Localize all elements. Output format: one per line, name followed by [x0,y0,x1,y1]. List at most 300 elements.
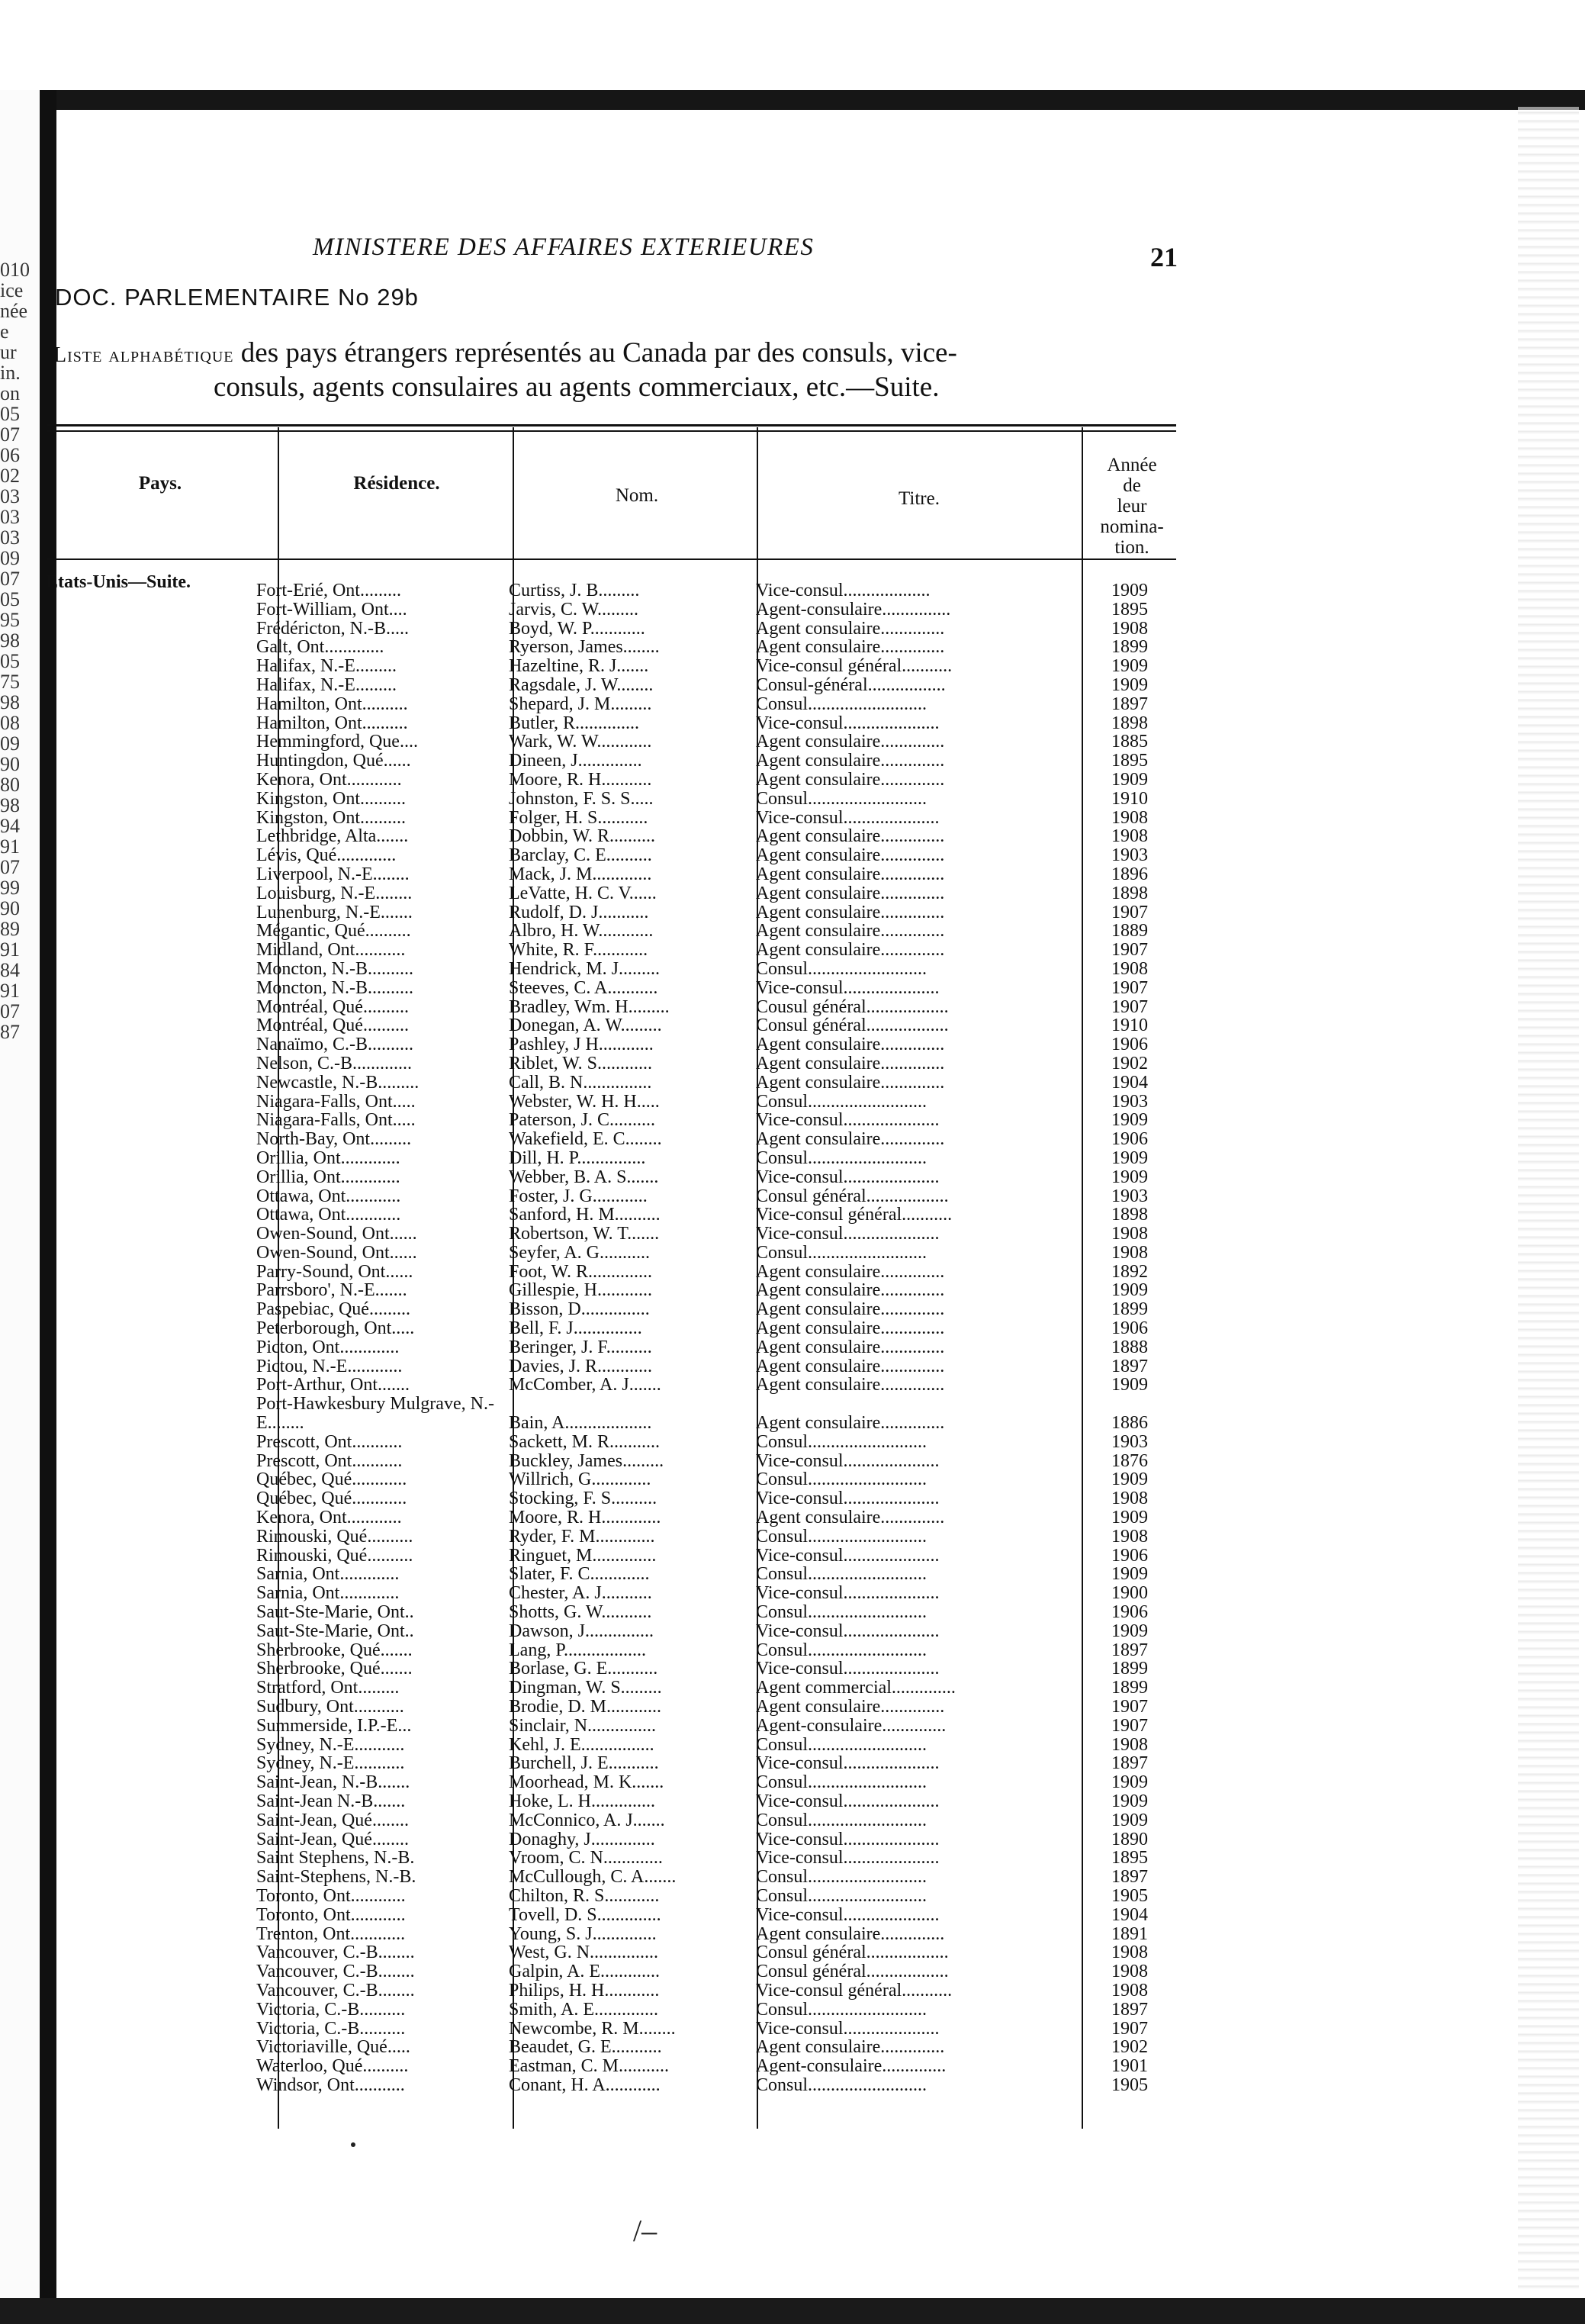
year-cell: 1909 [1111,770,1148,789]
residence-cell: Saut-Ste-Marie, Ont.. [256,1603,414,1622]
table-row [256,1754,1172,1773]
title-cell: Vice-consul..................... [756,1792,940,1811]
adjacent-page-fragments [0,259,38,1042]
title-cell: Agent-consulaire............... [756,600,951,619]
title-cell: Agent consulaire.............. [756,1319,945,1338]
fragment-line: 87 [0,1022,20,1042]
year-cell: 1897 [1111,1754,1148,1773]
scan-edge-bottom [0,2298,1585,2324]
year-cell: 1906 [1111,1130,1148,1149]
year-cell: 1908 [1111,827,1148,846]
name-cell: White, R. F............ [509,941,648,960]
table-row [256,1263,1172,1282]
name-cell: Tovell, D. S.............. [509,1905,661,1924]
residence-cell: Sherbrooke, Qué....... [256,1659,413,1679]
name-cell: Beringer, J. F.......... [509,1337,652,1357]
fragment-line: 91 [0,939,20,960]
fragment-line: 99 [0,877,20,898]
ink-speck [351,2142,355,2147]
fragment-line: 09 [0,733,20,754]
title-cell: Agent-consulaire.............. [756,2057,947,2076]
fragment-line: 91 [0,836,20,857]
name-cell: Dineen, J.............. [509,752,642,771]
title-cell: Consul.......................... [756,2000,928,2019]
residence-cell: Halifax, N.-E......... [256,675,397,694]
residence-cell: Paspebiac, Qué......... [256,1300,410,1319]
residence-cell: Sydney, N.-E........... [256,1735,405,1754]
name-cell: Dawson, J............... [509,1621,654,1640]
title-cell: Vice-consul..................... [756,808,940,827]
residence-cell: Kingston, Ont.......... [256,808,407,827]
residence-cell: Galt, Ont............. [256,638,384,657]
title-cell: Agent consulaire.............. [756,1073,945,1092]
table-row [256,1981,1172,2001]
year-cell: 1904 [1111,1073,1148,1092]
title-line-2: consuls, agents consulaires au agents commerciaux, etc.—Suite. [214,372,940,403]
col-header-residence: Résidence. [353,473,440,494]
table-row [256,714,1172,733]
residence-cell: Montréal, Qué.......... [256,1016,409,1035]
year-cell: 1910 [1111,789,1148,808]
residence-cell: Saint-Jean, Qué........ [256,1830,409,1849]
name-cell: Ryerson, James........ [509,638,660,657]
table-row [256,960,1172,979]
table-row [256,1168,1172,1187]
fragment-line: 98 [0,795,20,816]
name-cell: Sanford, H. M.......... [509,1205,661,1225]
residence-cell: Prescott, Ont........... [256,1451,403,1470]
fragment-line: 94 [0,816,20,836]
title-cell: Consul.......................... [756,1092,928,1111]
fragment-line: 89 [0,919,20,939]
table-row [256,998,1172,1017]
year-cell: 1903 [1111,1092,1148,1111]
title-cell: Vice-consul..................... [756,1167,940,1186]
residence-cell: Nanaïmo, C.-B.......... [256,1035,413,1054]
title-cell: Agent consulaire.............. [756,1337,945,1357]
fragment-line: 07 [0,568,20,589]
table-row [256,1659,1172,1679]
year-cell: 1888 [1111,1337,1148,1357]
year-cell: 1897 [1111,1640,1148,1659]
residence-cell: Waterloo, Qué.......... [256,2057,409,2076]
title-cell: Vice-consul..................... [756,978,940,997]
table-row [256,1547,1172,1566]
table-row [256,1773,1172,1792]
residence-cell: Moncton, N.-B.......... [256,959,413,978]
title-cell: Agent consulaire.............. [756,1035,945,1054]
scan-edge-top [0,90,1585,110]
residence-cell: Stratford, Ont......... [256,1679,400,1698]
table-row [256,827,1172,846]
table-row [256,1319,1172,1338]
table-row [256,1887,1172,1906]
title-cell: Consul.......................... [756,1868,928,1887]
name-cell: West, G. N............... [509,1943,659,1962]
title-cell: Agent consulaire.............. [756,1262,945,1281]
fragment-line: e [0,321,9,342]
name-cell: Buckley, James......... [509,1451,664,1470]
title-cell: Agent consulaire.............. [756,1508,945,1527]
residence-cell: Sudbury, Ont........... [256,1698,404,1717]
year-cell: 1908 [1111,959,1148,978]
year-cell: 1895 [1111,1849,1148,1868]
table-row [256,941,1172,960]
title-cell: Agent commercial.............. [756,1679,956,1698]
name-cell: Galpin, A. E............. [509,1962,660,1981]
table-row [256,1187,1172,1206]
year-cell: 1909 [1111,1792,1148,1811]
table-row [256,846,1172,865]
table-row [256,1376,1172,1395]
table-row [256,1641,1172,1660]
year-cell: 1901 [1111,2057,1148,2076]
title-cell: Vice-consul..................... [756,1225,940,1244]
title-cell: Agent consulaire.............. [756,1281,945,1300]
title-cell: Agent consulaire.............. [756,752,945,771]
residence-cell: Liverpool, N.-E........ [256,864,410,884]
name-cell: Slater, F. C............. [509,1565,650,1584]
residence-cell: Toronto, Ont............ [256,1905,406,1924]
table-row [256,1433,1172,1452]
table-top-rule [47,424,1176,426]
table-row [256,1717,1172,1736]
name-cell: Webster, W. H. H..... [509,1092,660,1111]
fragment-line: 08 [0,713,20,733]
title-cell: Vice-consul..................... [756,1111,940,1130]
table-row [256,1565,1172,1584]
title-cell: Consul.......................... [756,789,928,808]
table-row [256,903,1172,922]
table-row [256,1300,1172,1319]
name-cell: Foster, J. G............ [509,1186,648,1205]
residence-cell: Port-Hawkesbury Mulgrave, N.-E........ [256,1395,494,1433]
year-cell: 1899 [1111,1679,1148,1698]
table-row [256,809,1172,828]
title-cell: Vice-consul..................... [756,1659,940,1679]
table-row [256,1489,1172,1508]
year-cell: 1892 [1111,1262,1148,1281]
fragment-line: 03 [0,486,20,507]
name-cell: Paterson, J. C.......... [509,1111,655,1130]
country-label: États-Unis—Suite. [46,572,191,592]
name-cell: Sackett, M. R........... [509,1432,660,1451]
title-cap: Liste alphabétique [53,343,234,367]
pencil-mark: /– [633,2213,657,2248]
table-row [256,1849,1172,1868]
residence-cell: Hemmingford, Que.... [256,732,418,752]
residence-cell: Fort-William, Ont.... [256,600,407,619]
residence-cell: Kenora, Ont............ [256,770,402,789]
name-cell: Hoke, L. H.............. [509,1792,655,1811]
year-cell: 1895 [1111,752,1148,771]
title-cell: Consul.......................... [756,1148,928,1167]
year-cell: 1903 [1111,846,1148,865]
name-cell: Curtiss, J. B......... [509,581,640,600]
year-cell: 1908 [1111,619,1148,638]
residence-cell: Vancouver, C.-B........ [256,1962,415,1981]
table-row [256,1830,1172,1849]
residence-cell: Owen-Sound, Ont...... [256,1225,417,1244]
name-cell: Vroom, C. N............. [509,1849,663,1868]
residence-cell: Vancouver, C.-B........ [256,1943,415,1962]
name-cell: Chilton, R. S............ [509,1886,660,1905]
title-cell: Agent consulaire.............. [756,1376,945,1395]
list-title [53,337,1198,404]
title-cell: Vice-consul..................... [756,1849,940,1868]
name-cell: Beaudet, G. E........... [509,2038,662,2057]
year-cell: 1876 [1111,1451,1148,1470]
residence-cell: Parry-Sound, Ont...... [256,1262,413,1281]
table-row [256,979,1172,998]
title-cell: Consul.......................... [756,694,928,713]
name-cell: Dobbin, W. R.......... [509,827,656,846]
title-cell: Consul.......................... [756,1432,928,1451]
year-cell: 1909 [1111,1811,1148,1830]
name-cell: Bell, F. J............... [509,1319,642,1338]
residence-cell: Saint-Stephens, N.-B. [256,1868,416,1887]
table-row [256,884,1172,903]
table-row [256,1622,1172,1641]
name-cell: Moorhead, M. K....... [509,1773,664,1792]
fragment-line: ice [0,280,24,301]
fragment-line: 95 [0,610,20,630]
year-cell: 1908 [1111,1225,1148,1244]
residence-cell: Orillia, Ont............. [256,1148,400,1167]
year-cell: 1904 [1111,1905,1148,1924]
name-cell: Young, S. J.............. [509,1924,657,1943]
residence-cell: Victoriaville, Qué..... [256,2038,410,2057]
residence-cell: Sarnia, Ont............. [256,1565,400,1584]
name-cell: Davies, J. R............ [509,1357,652,1376]
year-cell: 1909 [1111,1376,1148,1395]
residence-cell: Halifax, N.-E......... [256,657,397,676]
year-cell: 1906 [1111,1035,1148,1054]
title-cell: Agent consulaire.............. [756,864,945,884]
name-cell: Shepard, J. M......... [509,694,652,713]
year-cell: 1907 [1111,997,1148,1016]
fragment-line: 91 [0,980,20,1001]
table-row [256,1016,1172,1035]
residence-cell: Lunenburg, N.-E....... [256,903,413,922]
table-row [256,676,1172,695]
residence-cell: Saint Stephens, N.-B. [256,1849,415,1868]
name-cell: Bisson, D............... [509,1300,650,1319]
year-cell: 1907 [1111,978,1148,997]
fragment-line: 75 [0,671,20,692]
title-cell: Agent consulaire.............. [756,1357,945,1376]
year-cell: 1899 [1111,1659,1148,1679]
year-cell: 1885 [1111,732,1148,752]
residence-cell: Kingston, Ont.......... [256,789,407,808]
name-cell: Riblet, W. S............ [509,1054,653,1073]
title-cell: Agent consulaire.............. [756,619,945,638]
title-cell: Cousul général.................. [756,997,949,1016]
table-row [256,922,1172,941]
scan-edge-right [1518,107,1579,2289]
running-title: MINISTERE DES AFFAIRES EXTERIEURES [313,233,815,261]
name-cell: Barclay, C. E.......... [509,846,652,865]
table-row [256,1452,1172,1471]
year-cell: 1908 [1111,1243,1148,1262]
title-cell: Agent consulaire.............. [756,638,945,657]
table-row [256,1205,1172,1225]
year-cell: 1906 [1111,1319,1148,1338]
table-row [256,657,1172,676]
name-cell: Rudolf, D. J........... [509,903,649,922]
year-cell: 1897 [1111,694,1148,713]
col-header-nom: Nom. [615,485,659,506]
table-row [256,752,1172,771]
name-cell: Bain, A................... [509,1414,652,1433]
residence-cell: Saut-Ste-Marie, Ont.. [256,1621,414,1640]
table-row [256,1149,1172,1168]
fragment-line: 03 [0,507,20,527]
table-row [256,695,1172,714]
residence-cell: Summerside, I.P.-E... [256,1716,412,1735]
table-row [256,2057,1172,2076]
title-cell: Agent consulaire.............. [756,1698,945,1717]
name-cell: Hazeltine, R. J....... [509,657,649,676]
year-cell: 1897 [1111,1357,1148,1376]
title-cell: Vice-consul..................... [756,1830,940,1849]
table-row [256,1698,1172,1717]
title-cell: Vice-consul..................... [756,1621,940,1640]
title-cell: Agent consulaire.............. [756,903,945,922]
table-row [256,1338,1172,1357]
year-cell: 1891 [1111,1924,1148,1943]
title-cell: Consul.......................... [756,1811,928,1830]
year-cell: 1902 [1111,2038,1148,2057]
table-row [256,2020,1172,2039]
name-cell: Wakefield, E. C........ [509,1130,662,1149]
name-cell: Dingman, W. S......... [509,1679,662,1698]
year-cell: 1896 [1111,864,1148,884]
table-row [256,2076,1172,2095]
table-row [256,620,1172,639]
name-cell: Philips, H. H............ [509,1981,660,2000]
fragment-line: née [0,301,28,321]
title-cell: Vice-consul..................... [756,1905,940,1924]
year-cell: 1905 [1111,1886,1148,1905]
residence-cell: Toronto, Ont............ [256,1886,406,1905]
residence-cell: Victoria, C.-B.......... [256,2019,406,2038]
residence-cell: Windsor, Ont........... [256,2075,405,2094]
name-cell: Shotts, G. W........... [509,1603,652,1622]
residence-cell: Hamilton, Ont.......... [256,694,408,713]
residence-cell: Victoria, C.-B.......... [256,2000,406,2019]
table-row [256,1073,1172,1093]
fragment-line: 09 [0,548,20,568]
table-row [256,2001,1172,2020]
title-cell: Vice-consul..................... [756,2019,940,2038]
table-row [256,1868,1172,1887]
title-cell: Consul.......................... [756,1565,928,1584]
table-row [256,1111,1172,1130]
title-cell: Consul.......................... [756,2075,928,2094]
title-cell: Agent consulaire.............. [756,1130,945,1149]
table-row [256,2038,1172,2057]
fragment-line: 05 [0,589,20,610]
name-cell: Moore, R. H............. [509,1508,661,1527]
title-cell: Vice-consul général........... [756,1205,953,1225]
residence-cell: Port-Arthur, Ont....... [256,1376,410,1395]
table-row [256,1470,1172,1489]
residence-cell: Orillia, Ont............. [256,1167,400,1186]
table-row [256,1395,1172,1433]
table-row [256,1584,1172,1603]
title-cell: Agent consulaire.............. [756,941,945,960]
year-cell: 1886 [1111,1414,1148,1433]
name-cell: Mack, J. M............. [509,864,652,884]
table-row [256,1281,1172,1300]
year-cell: 1899 [1111,1300,1148,1319]
fragment-line: 90 [0,898,20,919]
year-cell: 1895 [1111,600,1148,619]
residence-cell: Moncton, N.-B.......... [256,978,413,997]
title-cell: Consul général.................. [756,1943,949,1962]
title-cell: Agent consulaire.............. [756,827,945,846]
table-row [256,1906,1172,1925]
residence-cell: Ottawa, Ont............ [256,1186,401,1205]
name-cell: Hendrick, M. J......... [509,959,660,978]
name-cell: Ringuet, M.............. [509,1546,657,1565]
title-cell: Consul.......................... [756,1640,928,1659]
residence-cell: Midland, Ont........... [256,941,406,960]
year-cell: 1900 [1111,1584,1148,1603]
title-cell: Consul général.................. [756,1962,949,1981]
table-row [256,1811,1172,1830]
residence-cell: Huntingdon, Qué...... [256,752,411,771]
residence-cell: Newcastle, N.-B......... [256,1073,420,1092]
year-cell: 1903 [1111,1432,1148,1451]
year-cell: 1908 [1111,1527,1148,1546]
residence-cell: Ottawa, Ont............ [256,1205,401,1225]
residence-cell: Parrsboro', N.-E....... [256,1281,407,1300]
residence-cell: Nelson, C.-B............. [256,1054,412,1073]
title-cell: Agent consulaire.............. [756,2038,945,2057]
year-cell: 1902 [1111,1054,1148,1073]
residence-cell: Louisburg, N.-E........ [256,884,413,903]
name-cell: Foot, W. R.............. [509,1262,653,1281]
fragment-line: in. [0,362,21,383]
table-top-rule-2 [47,430,1176,432]
table-row [256,1508,1172,1527]
table-row [256,865,1172,884]
residence-cell: Peterborough, Ont..... [256,1319,415,1338]
title-cell: Agent consulaire.............. [756,1924,945,1943]
name-cell: Eastman, C. M........... [509,2057,669,2076]
table-row [256,1054,1172,1073]
title-cell: Vice-consul..................... [756,1584,940,1603]
table-row [256,1679,1172,1698]
name-cell: Ryder, F. M............. [509,1527,655,1546]
table-row [256,732,1172,752]
fragment-line: 84 [0,960,20,980]
title-cell: Consul.......................... [756,1603,928,1622]
col-header-pays: Pays. [138,473,182,494]
residence-cell: Niagara-Falls, Ont..... [256,1092,416,1111]
name-cell: Call, B. N............... [509,1073,652,1092]
title-cell: Consul.......................... [756,959,928,978]
residence-cell: Rimouski, Qué.......... [256,1546,413,1565]
year-cell: 1897 [1111,2000,1148,2019]
title-cell: Consul.......................... [756,1886,928,1905]
table-row [256,1943,1172,1962]
year-cell: 1906 [1111,1546,1148,1565]
residence-cell: Fort-Erié, Ont......... [256,581,401,600]
title-cell: Agent consulaire.............. [756,732,945,752]
